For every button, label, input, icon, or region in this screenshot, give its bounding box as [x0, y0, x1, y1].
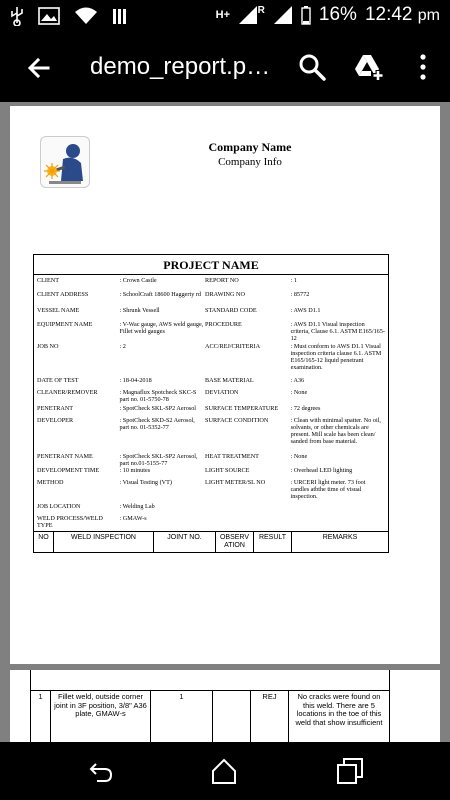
table-row: DEVELOPER : SpotCheck SKD-S2 Aerosol, part no. 01-5352-77 SURFACE CONDITION : Clean with minimal spatter. No oil, solvants, or other chemicals are present. Mill scale has been clean/ sanded from base material.: [37, 417, 381, 445]
table-row: CLIENT : Crown Castle REPORT NO : 1: [37, 277, 297, 284]
header-joint-no: JOINT NO.: [154, 532, 216, 552]
report-table: [33, 254, 389, 553]
back-arrow-icon[interactable]: [26, 54, 54, 82]
inspection-table: [30, 670, 390, 742]
table-row: [31, 690, 389, 742]
header-remarks: REMARKS: [322, 534, 358, 541]
nav-recent-apps-icon[interactable]: [336, 757, 364, 785]
network-type: H+: [215, 9, 231, 21]
nav-back-icon[interactable]: [88, 758, 114, 784]
table-row: CLIENT ADDRESS : SchoolCraft 18600 Haggerty rd DRAWING NO : 85772: [37, 291, 310, 298]
table-row: WELD PROCESS/WELD TYPE : GMAW-s: [37, 515, 147, 529]
table-row: METHOD : Visual Testing (VT) LIGHT METER/SL NO : URCERI light meter. 73 foot candles atbthe time of visual inspection.: [37, 479, 366, 500]
battery-percent: 16%: [318, 4, 357, 25]
table-row: JOB NO : 2 ACC/REJ/CRITERIA : Must conform to AWS D1.1 Visual inspection criteria clause 6.1. ASTM E165/165-12 liquid penetrant examination.: [37, 343, 382, 371]
header-weld-inspection: WELD INSPECTION: [54, 532, 154, 552]
table-row: PENETRANT : SpotCheck SKL-SP2 Aerosol SURFACE TEMPERATURE : 72 degrees: [37, 405, 321, 412]
search-icon[interactable]: [297, 52, 327, 82]
cell-observation: [213, 691, 251, 742]
cell-joint-no: 1: [151, 691, 213, 742]
cell-weld-inspection: Fillet weld, outside corner joint in 3F position, 3/8" A36 plate, GMAW-s: [51, 691, 151, 742]
company-info: Company Info: [218, 156, 282, 168]
pdf-page-2: [10, 670, 440, 742]
add-to-drive-icon[interactable]: [354, 52, 384, 82]
table-row: CLEANER/REMOVER : Magnaflux Spotcheck SKC-S part no. 01-5750-78 DEVIATION : None: [37, 389, 308, 403]
clock: 12:42 pm: [364, 4, 440, 25]
table-row: JOB LOCATION : Welding Lab: [37, 503, 155, 510]
cell-remarks: No cracks were found on this weld. There are 5 locations in the toe of this weld that show insufficient: [295, 692, 383, 727]
welder-logo-icon: [41, 137, 89, 187]
table-row: DATE OF TEST : 18-04-2018 BASE MATERIAL : A36: [37, 377, 305, 384]
battery-icon: [301, 5, 311, 25]
more-options-icon[interactable]: [416, 52, 430, 82]
cell-result: REJ: [251, 691, 289, 742]
signal-icon: [238, 5, 258, 25]
table-row: DEVELOPMENT TIME : 10 minutes LIGHT SOURCE : Overhead LED lighting: [37, 467, 353, 474]
signal-icon-2: [273, 5, 293, 25]
bars-icon: [112, 7, 128, 25]
company-logo: [40, 136, 90, 188]
wifi-icon: [74, 7, 98, 25]
header-no: NO: [34, 532, 54, 552]
header-observation: OBSERV ATION: [216, 532, 254, 552]
roaming-label: R: [257, 4, 265, 16]
report-rows: [34, 275, 388, 531]
table-row: PENETRANT NAME : SpotCheck SKL-SP2 Aerosol, part no.01-5155-77 HEAT TREATMENT : None: [37, 453, 308, 467]
project-name: PROJECT NAME: [34, 255, 388, 275]
image-icon: [38, 7, 60, 25]
document-viewer[interactable]: [0, 102, 450, 742]
document-title: demo_report.p…: [90, 53, 271, 80]
header-result: RESULT: [254, 532, 292, 552]
cell-no: 1: [31, 691, 51, 742]
nav-home-icon[interactable]: [210, 757, 238, 785]
table-row: VESSEL NAME : Shrunk Vessell STANDARD CODE : AWS D1.1: [37, 307, 321, 314]
usb-icon: [10, 6, 24, 26]
company-name: Company Name: [208, 140, 292, 154]
inspection-table-header: [34, 531, 388, 552]
status-bar: [0, 0, 450, 34]
pdf-page-1: [10, 106, 440, 664]
navigation-bar: [0, 742, 450, 800]
app-bar: [0, 34, 450, 102]
table-row: EQUIPMENT NAME : V-Wac gauge, AWS weld gauge, Fillet weld gauges PROCEDURE : AWS D1.1 Visual inspection criteria, Clause 6.1. ASTM E165/165-12: [37, 321, 385, 342]
